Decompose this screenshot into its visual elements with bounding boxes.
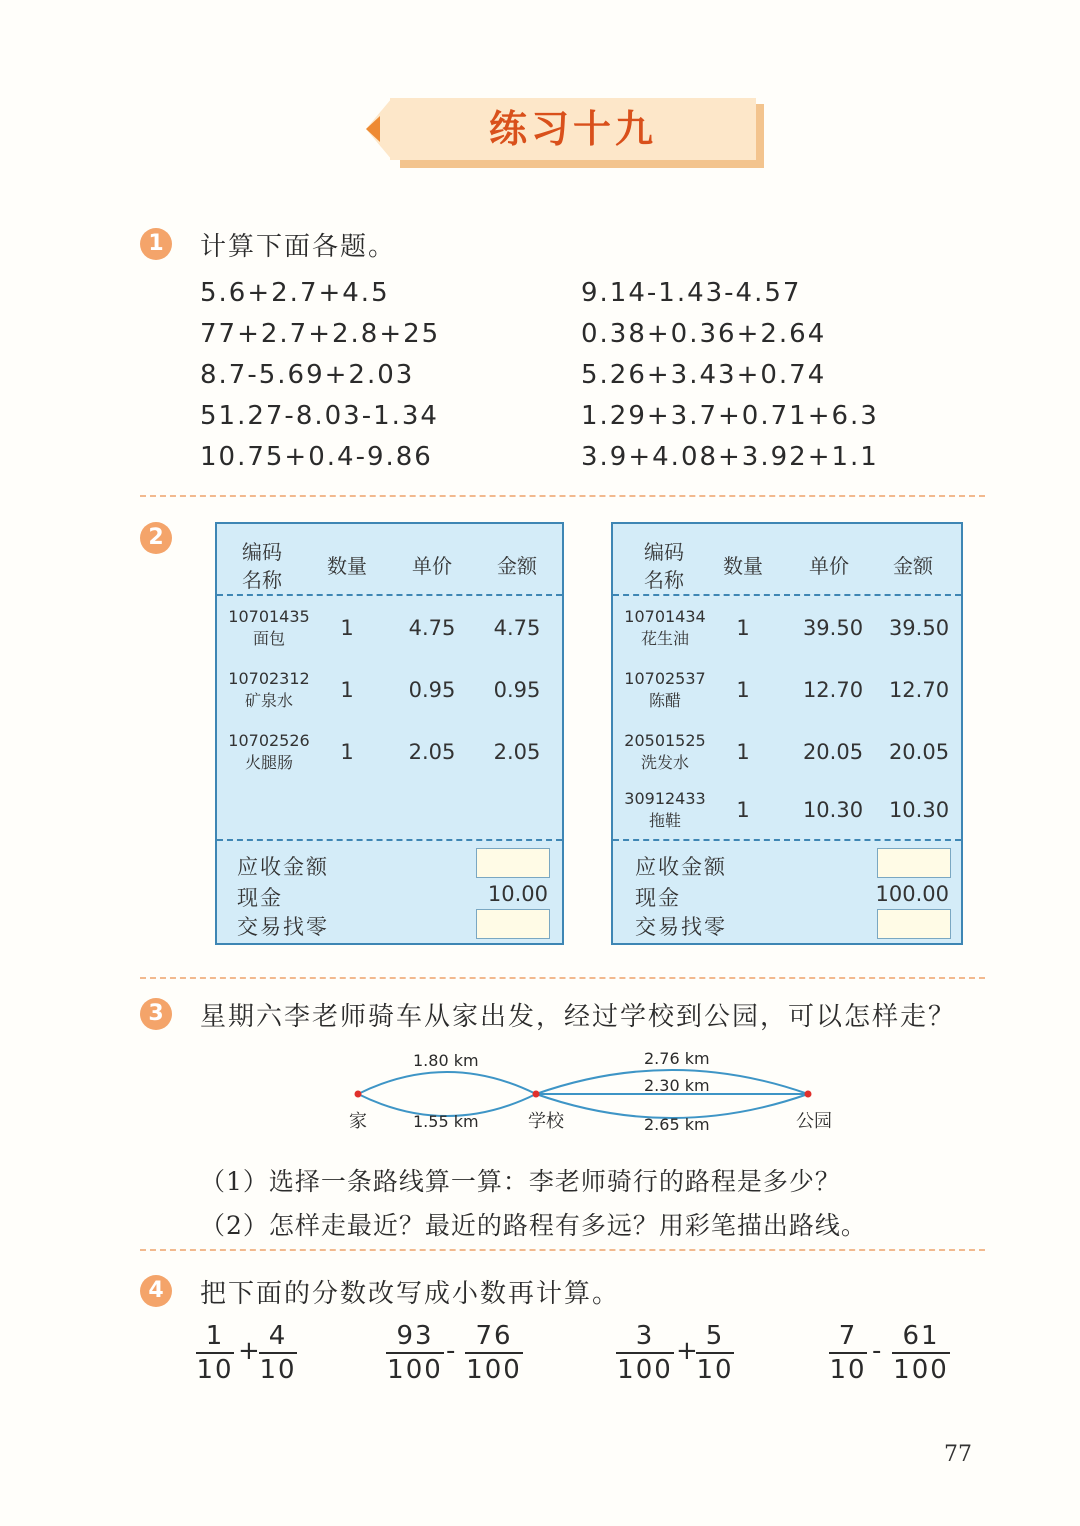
receipt-1 (215, 522, 564, 945)
item-amount: 20.05 (888, 740, 950, 764)
fraction: 61 100 (893, 1321, 949, 1385)
question-4-prompt: 把下面的分数改写成小数再计算。 (200, 1279, 621, 1309)
route-label-home-school-bottom: 1.55 km (413, 1112, 479, 1131)
due-label: 应收金额 (635, 855, 727, 879)
item-name: 面包 (252, 629, 285, 648)
change-label: 交易找零 (237, 915, 329, 939)
change-answer-box[interactable] (476, 909, 550, 939)
page-number: 77 (944, 1442, 972, 1467)
question-1-prompt: 计算下面各题。 (200, 232, 397, 262)
section-divider (140, 1249, 985, 1251)
item-price: 20.05 (802, 740, 864, 764)
item-amount: 39.50 (888, 616, 950, 640)
cash-value: 100.00 (875, 882, 949, 906)
item-qty: 1 (736, 798, 750, 822)
operator: - (446, 1336, 456, 1366)
header-name: 名称 (644, 568, 684, 592)
fraction: 76 100 (466, 1321, 522, 1385)
header-name: 名称 (242, 568, 282, 592)
item-code: 30912433 拖鞋 (624, 789, 706, 830)
question-number-2: 2 (140, 522, 172, 554)
q1-right-expr-5: 3.9+4.08+3.92+1.1 (581, 442, 879, 472)
cash-label: 现金 (237, 886, 283, 910)
header-price: 单价 (412, 554, 452, 578)
header-qty: 数量 (723, 554, 763, 578)
question-number-3: 3 (140, 998, 172, 1030)
item-price: 2.05 (408, 740, 456, 764)
section-divider (140, 977, 985, 979)
question-number-4: 4 (140, 1275, 172, 1307)
item-amount: 2.05 (493, 740, 541, 764)
item-amount: 4.75 (493, 616, 541, 640)
item-qty: 1 (736, 616, 750, 640)
fraction: 7 10 (829, 1321, 867, 1385)
fraction: 1 10 (196, 1321, 234, 1385)
item-qty: 1 (736, 740, 750, 764)
route-home-school-top (358, 1072, 536, 1094)
header-qty: 数量 (327, 554, 367, 578)
operator: + (238, 1336, 260, 1366)
q1-left-expr-5: 10.75+0.4-9.86 (200, 442, 433, 472)
item-code: 10701435 面包 (228, 607, 310, 648)
fraction: 93 100 (387, 1321, 443, 1385)
question-3-sub-2: （2）怎样走最近？最近的路程有多远？用彩笔描出路线。 (200, 1211, 867, 1240)
q1-left-expr-1: 5.6+2.7+4.5 (200, 278, 390, 308)
item-code: 10702312 矿泉水 (228, 669, 310, 710)
question-3-prompt: 星期六李老师骑车从家出发，经过学校到公园，可以怎样走？ (200, 1002, 957, 1032)
receipt-divider (613, 594, 961, 596)
q1-left-expr-3: 8.7-5.69+2.03 (200, 360, 415, 390)
item-qty: 1 (340, 740, 354, 764)
item-amount: 0.95 (493, 678, 541, 702)
q1-right-expr-1: 9.14-1.43-4.57 (581, 278, 802, 308)
title-banner-arrow-accent (366, 116, 380, 142)
fraction: 4 10 (259, 1321, 297, 1385)
receipt-divider (217, 839, 562, 841)
header-code: 编码 (644, 540, 684, 564)
place-home: 家 (349, 1111, 367, 1132)
item-qty: 1 (340, 678, 354, 702)
change-label: 交易找零 (635, 915, 727, 939)
item-code: 20501525 洗发水 (624, 731, 706, 772)
route-diagram (330, 1040, 850, 1140)
route-label-school-park-middle: 2.30 km (644, 1076, 710, 1095)
header-amount: 金额 (893, 554, 933, 578)
route-label-school-park-bottom: 2.65 km (644, 1115, 710, 1134)
q1-right-expr-2: 0.38+0.36+2.64 (581, 319, 827, 349)
item-name: 洗发水 (640, 753, 689, 772)
item-price: 4.75 (408, 616, 456, 640)
q1-right-expr-3: 5.26+3.43+0.74 (581, 360, 827, 390)
due-answer-box[interactable] (476, 848, 550, 878)
home-point (355, 1091, 362, 1098)
header-amount: 金额 (497, 554, 537, 578)
operator: - (872, 1336, 882, 1366)
item-price: 39.50 (802, 616, 864, 640)
receipt-divider (217, 594, 562, 596)
due-label: 应收金额 (237, 855, 329, 879)
question-3-sub-1: （1）选择一条路线算一算：李老师骑行的路程是多少？ (200, 1167, 841, 1196)
due-answer-box[interactable] (877, 848, 951, 878)
place-park: 公园 (796, 1111, 832, 1132)
question-number-1: 1 (140, 228, 172, 260)
route-label-home-school-top: 1.80 km (413, 1051, 479, 1070)
fraction: 3 100 (617, 1321, 673, 1385)
item-code: 10702537 陈醋 (624, 669, 706, 710)
item-qty: 1 (340, 616, 354, 640)
item-name: 拖鞋 (648, 811, 681, 830)
header-price: 单价 (809, 554, 849, 578)
item-price: 0.95 (408, 678, 456, 702)
item-name: 矿泉水 (244, 691, 293, 710)
item-name: 火腿肠 (244, 753, 293, 772)
q1-right-expr-4: 1.29+3.7+0.71+6.3 (581, 401, 879, 431)
receipt-divider (613, 839, 961, 841)
item-amount: 10.30 (888, 798, 950, 822)
fraction: 5 10 (696, 1321, 734, 1385)
item-name: 陈醋 (648, 691, 681, 710)
cash-label: 现金 (635, 886, 681, 910)
item-name: 花生油 (640, 629, 689, 648)
cash-value: 10.00 (487, 882, 548, 906)
place-school: 学校 (528, 1111, 564, 1132)
item-qty: 1 (736, 678, 750, 702)
header-code: 编码 (242, 540, 282, 564)
change-answer-box[interactable] (877, 909, 951, 939)
receipt-2 (611, 522, 963, 945)
operator: + (676, 1336, 698, 1366)
item-amount: 12.70 (888, 678, 950, 702)
q1-left-expr-4: 51.27-8.03-1.34 (200, 401, 439, 431)
item-code: 10701434 花生油 (624, 607, 706, 648)
q1-left-expr-2: 77+2.7+2.8+25 (200, 319, 441, 349)
park-point (805, 1091, 812, 1098)
item-code: 10702526 火腿肠 (228, 731, 310, 772)
item-price: 12.70 (802, 678, 864, 702)
item-price: 10.30 (802, 798, 864, 822)
section-divider (140, 495, 985, 497)
route-label-school-park-top: 2.76 km (644, 1049, 710, 1068)
school-point (533, 1091, 540, 1098)
page-title: 练习十九 (488, 106, 657, 151)
